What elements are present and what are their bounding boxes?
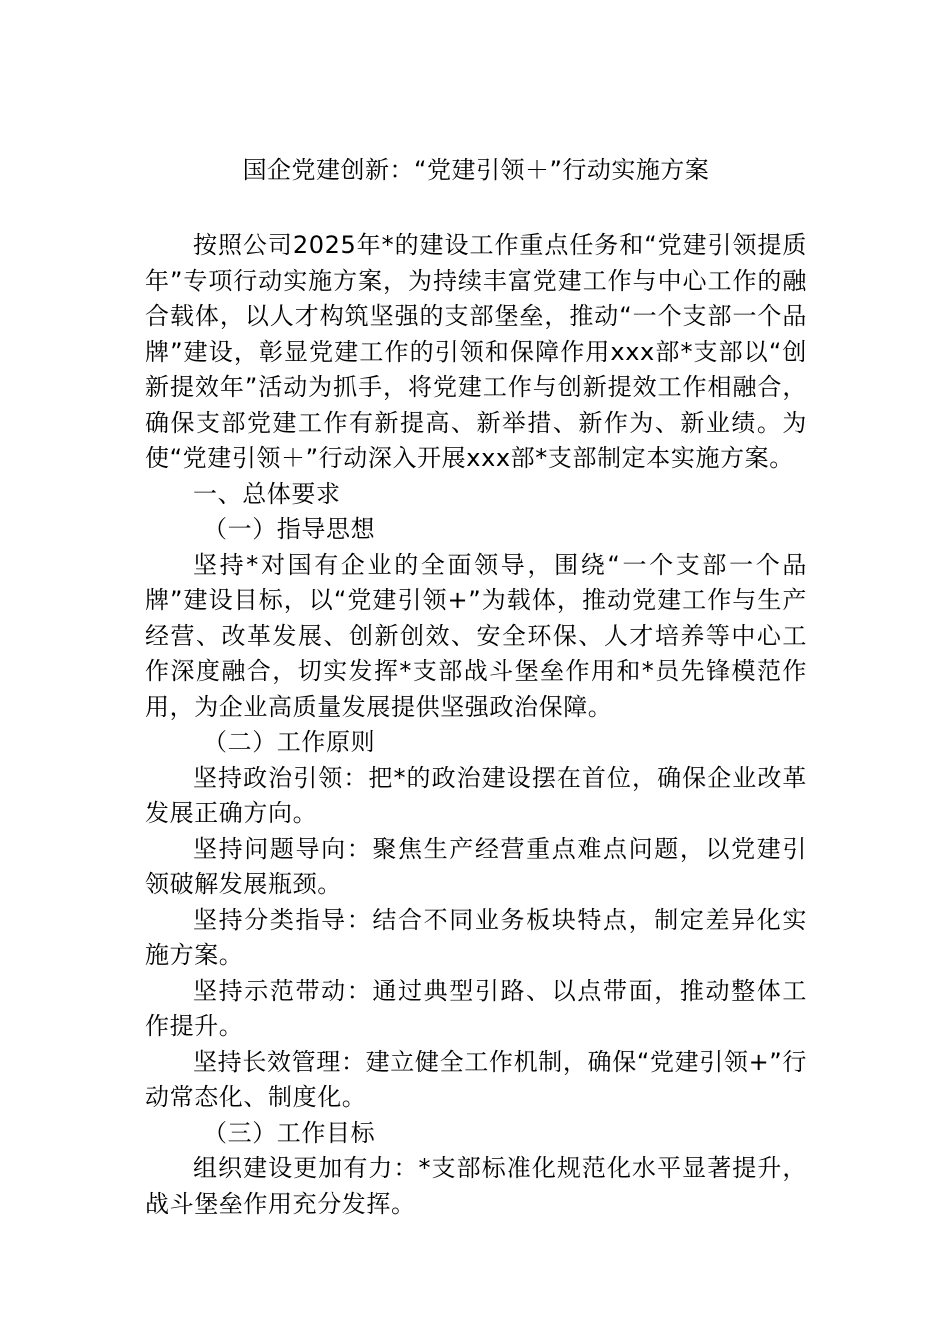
intro-paragraph: 按照公司2025年*的建设工作重点任务和“党建引领提质年”专项行动实施方案，为持续丰富党建工作与中心工作的融合载体，以人才构筑坚强的支部堡垒，推动“一个支部一个品牌”建设，彰显党建工作的引领和保障作用xxx部*支部以“创新提效年”活动为抓手，将党建工作与创新提效工作相融合，确保支部党建工作有新提高、新举措、新作为、新业绩。为使“党建引领＋”行动深入开展xxx部*支部制定本实施方案。 [145, 231, 807, 472]
principle-classified-guidance: 坚持分类指导：结合不同业务板块特点，制定差异化实施方案。 [145, 905, 807, 969]
guiding-ideology-paragraph: 坚持*对国有企业的全面领导，围绕“一个支部一个品牌”建设目标，以“党建引领+”为载体，推动党建工作与生产经营、改革发展、创新创效、安全环保、人才培养等中心工作深度融合，切实发挥*支部战斗堡垒作用和*员先锋模范作用，为企业高质量发展提供坚强政治保障。 [145, 550, 807, 721]
principle-demonstration: 坚持示范带动：通过典型引路、以点带面，推动整体工作提升。 [145, 976, 807, 1040]
principle-political-leadership: 坚持政治引领：把*的政治建设摆在首位，确保企业改革发展正确方向。 [145, 763, 807, 827]
document-title: 国企党建创新：“党建引领＋”行动实施方案 [242, 156, 710, 184]
subsection-heading-work-goals: （三）工作目标 [203, 1118, 376, 1147]
principle-problem-oriented: 坚持问题导向：聚焦生产经营重点难点问题，以党建引领破解发展瓶颈。 [145, 834, 807, 898]
goal-organization-building: 组织建设更加有力：*支部标准化规范化水平显著提升，战斗堡垒作用充分发挥。 [145, 1154, 807, 1218]
document-page [145, 148, 807, 1222]
section-heading-general-requirements: 一、总体要求 [193, 479, 341, 508]
subsection-heading-work-principles: （二）工作原则 [203, 728, 376, 756]
principle-long-term-management: 坚持长效管理：建立健全工作机制，确保“党建引领+”行动常态化、制度化。 [145, 1047, 807, 1111]
subsection-heading-guiding-ideology: （一）指导思想 [203, 515, 376, 543]
